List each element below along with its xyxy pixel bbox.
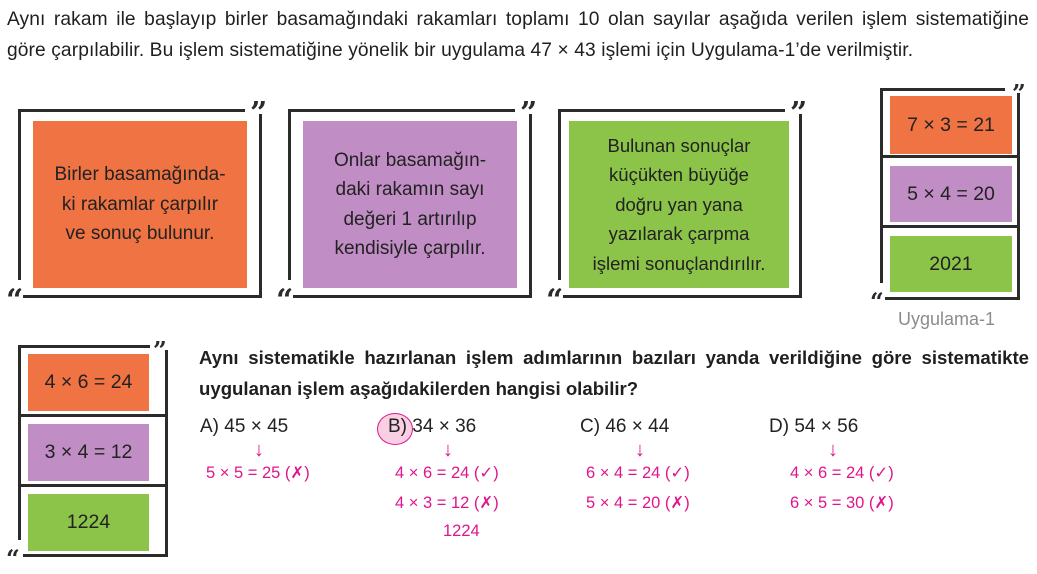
down-arrow-icon: ↓	[828, 439, 838, 461]
step-box-3: Bulunan sonuçlar küçükten büyüğe doğru yan yana yazılarak çarpma işlemi sonuçlandırılır.	[569, 121, 789, 288]
option-a[interactable]	[200, 416, 288, 438]
option-expression: 45 × 45	[224, 416, 289, 437]
given-row-3: 1224	[28, 494, 149, 551]
quote-close-mark: ”	[790, 96, 808, 131]
example-caption: Uygulama-1	[898, 309, 996, 329]
option-expression: 54 × 56	[794, 416, 859, 437]
quote-open-mark: “	[6, 283, 24, 318]
option-d-step-1: 4 × 6 = 24 (✓)	[790, 464, 894, 482]
option-expression: 34 × 36	[412, 416, 477, 437]
option-d[interactable]	[769, 416, 858, 438]
down-arrow-icon: ↓	[254, 439, 264, 461]
example-row-2: 5 × 4 = 20	[890, 166, 1012, 222]
quote-close-mark: ”	[520, 96, 538, 131]
step-box-1: Birler basamağında- ki rakamlar çarpılır ve sonuç bulunur.	[33, 121, 247, 288]
quote-close-mark: ”	[1012, 79, 1026, 108]
option-b-step-3: 1224	[443, 522, 480, 540]
option-letter: B)	[388, 416, 407, 437]
example-row-1: 7 × 3 = 21	[890, 96, 1012, 154]
quote-close-mark: ”	[250, 96, 268, 131]
option-letter: A)	[200, 416, 219, 437]
given-row-2: 3 × 4 = 12	[28, 424, 149, 481]
question-text: Aynı sistematikle hazırlanan işlem adımlarının bazıları yanda verildiğine göre sistematikte uygulanan işlem aşağıdakilerden hangisi olabilir?	[199, 347, 1029, 399]
option-b-step-2: 4 × 3 = 12 (✗)	[395, 494, 499, 512]
quote-open-mark: “	[870, 287, 884, 316]
option-a-step-1: 5 × 5 = 25 (✗)	[206, 464, 310, 482]
option-expression: 46 × 44	[605, 416, 670, 437]
option-c-step-1: 6 × 4 = 24 (✓)	[586, 464, 690, 482]
option-d-step-2: 6 × 5 = 30 (✗)	[790, 494, 894, 512]
quote-open-mark: “	[546, 283, 564, 318]
given-row-1: 4 × 6 = 24	[28, 354, 149, 411]
example-row-3: 2021	[890, 236, 1012, 292]
option-b[interactable]	[388, 416, 476, 438]
option-c[interactable]	[580, 416, 669, 438]
down-arrow-icon: ↓	[443, 439, 453, 461]
option-letter: C)	[580, 416, 601, 437]
quote-open-mark: “	[276, 283, 294, 318]
down-arrow-icon: ↓	[635, 439, 645, 461]
quote-open-mark: “	[6, 544, 20, 573]
step-box-2: Onlar basamağın- daki rakamın sayı değeri 1 artırılıp kendisiyle çarpılır.	[303, 121, 517, 288]
option-c-step-2: 5 × 4 = 20 (✗)	[586, 494, 690, 512]
quote-close-mark: ”	[153, 336, 167, 365]
option-letter: D)	[769, 416, 790, 437]
option-b-step-1: 4 × 6 = 24 (✓)	[395, 464, 499, 482]
intro-paragraph: Aynı rakam ile başlayıp birler basamağındaki rakamları toplamı 10 olan sayılar aşağıda verilen işlem sistematiğine göre çarpılabilir. Bu işlem sistematiğine yönelik bir uygulama 47 × 43 işlemi için Uygulama-1’de verilmiştir.	[7, 9, 1029, 61]
